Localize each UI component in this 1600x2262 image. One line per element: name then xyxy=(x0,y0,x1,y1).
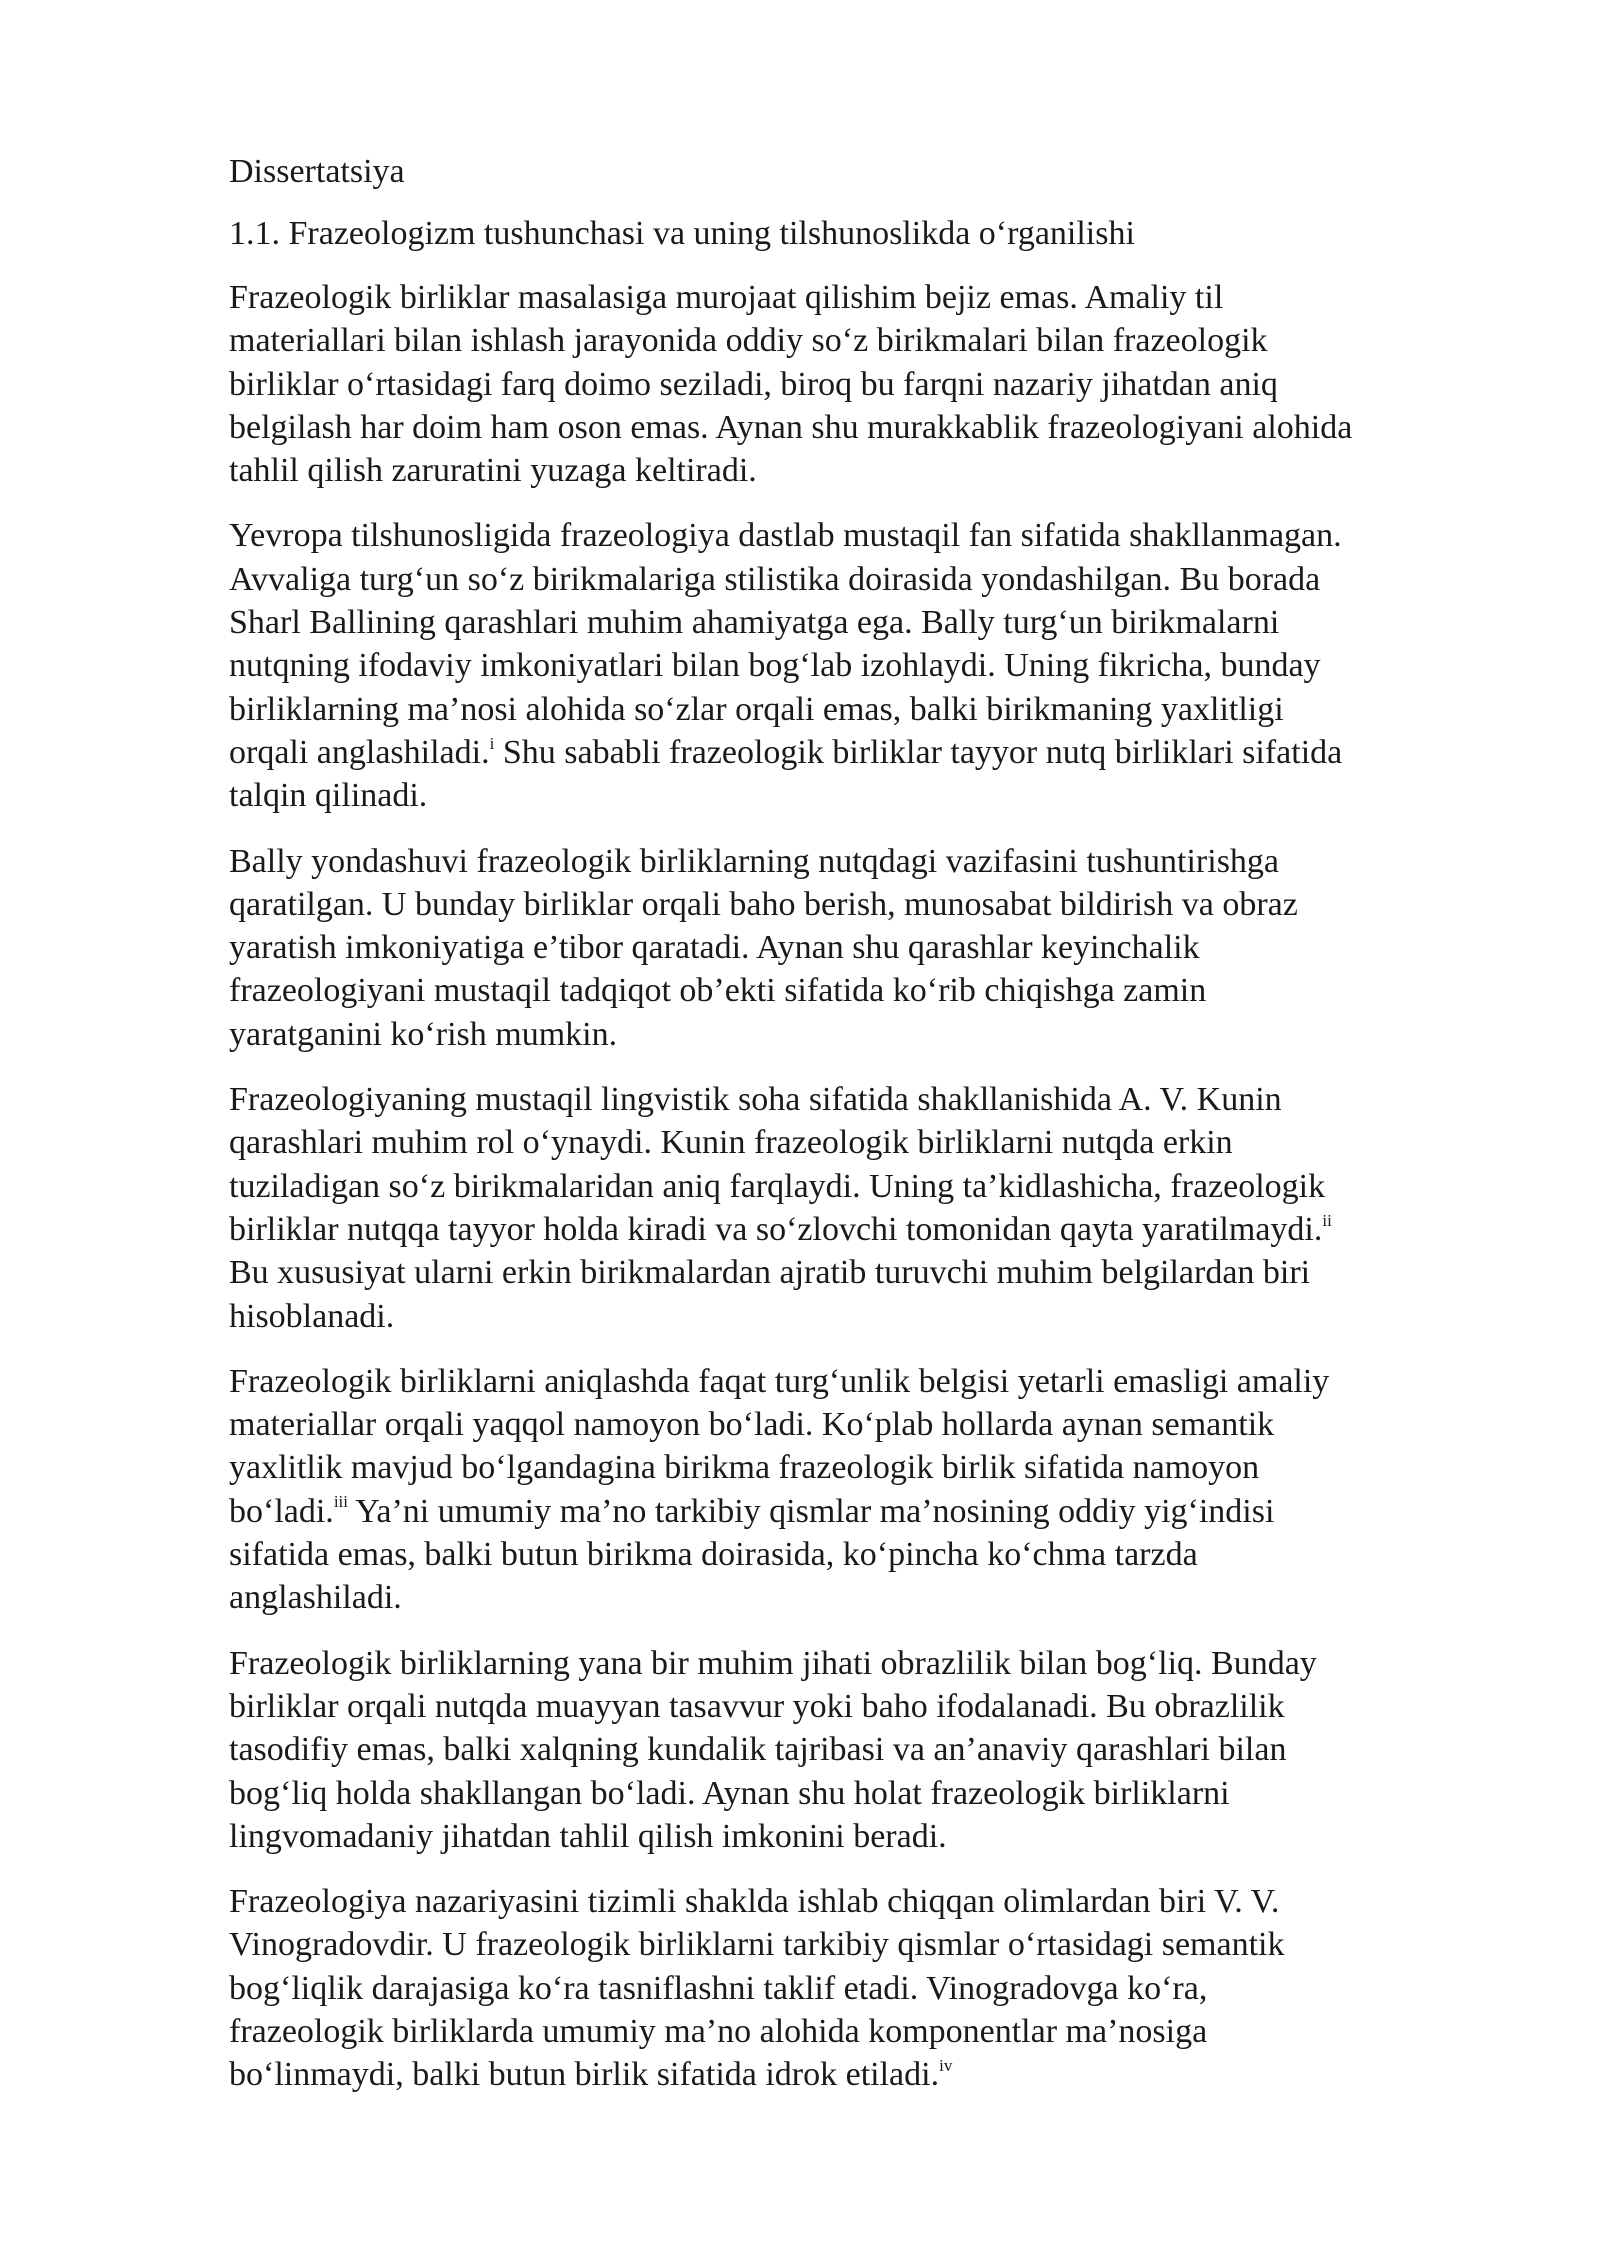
text-line xyxy=(229,731,1500,774)
text-segment: tuziladigan so‘z birikmalaridan aniq farqlaydi. Uning ta’kidlashicha, frazeologik xyxy=(229,1167,1326,1205)
text-segment: Sharl Ballining qarashlari muhim ahamiyatga ega. Bally turg‘un birikmalarni xyxy=(229,604,1280,642)
paragraph xyxy=(229,1642,1500,1858)
text-line xyxy=(229,1360,1500,1403)
text-line xyxy=(229,883,1500,926)
text-line xyxy=(229,644,1500,687)
text-line xyxy=(229,1121,1500,1164)
text-line xyxy=(229,1642,1500,1685)
text-line xyxy=(229,1728,1500,1771)
text-line xyxy=(229,406,1500,449)
text-line xyxy=(229,1815,1500,1858)
footnote-marker[interactable]: i xyxy=(489,733,495,753)
text-segment: anglashiladi. xyxy=(229,1579,402,1617)
text-line xyxy=(229,1403,1500,1446)
text-segment: yaratish imkoniyatiga e’tibor qaratadi. Aynan shu qarashlar keyinchalik xyxy=(229,929,1200,967)
text-segment: lingvomadaniy jihatdan tahlil qilish imkonini beradi. xyxy=(229,1817,947,1855)
text-segment: Bu xususiyat ularni erkin birikmalardan ajratib turuvchi muhim belgilardan biri xyxy=(229,1254,1311,1292)
text-line xyxy=(229,1533,1500,1576)
text-segment: talqin qilinadi. xyxy=(229,777,428,815)
text-segment: bo‘linmaydi, balki butun birlik sifatida idrok etiladi. xyxy=(229,2056,940,2094)
text-segment: Bally yondashuvi frazeologik birliklarning nutqdagi vazifasini tushuntirishga xyxy=(229,842,1280,880)
text-segment: birliklarning ma’nosi alohida so‘zlar orqali emas, balki birikmaning yaxlitligi xyxy=(229,690,1284,728)
text-segment: frazeologiyani mustaqil tadqiqot ob’ekti sifatida ko‘rib chiqishga zamin xyxy=(229,972,1207,1010)
text-line xyxy=(229,840,1500,883)
text-line xyxy=(229,1165,1500,1208)
text-line xyxy=(229,1685,1500,1728)
paragraph xyxy=(229,840,1500,1056)
text-segment: Shu sababli frazeologik birliklar tayyor nutq birliklari sifatida xyxy=(494,733,1343,771)
text-line xyxy=(229,1251,1500,1294)
text-segment: Yevropa tilshunosligida frazeologiya dastlab mustaqil fan sifatida shakllanmagan. xyxy=(229,517,1342,555)
paragraph xyxy=(229,276,1500,492)
text-segment: belgilash har doim ham oson emas. Aynan shu murakkablik frazeologiyani alohida xyxy=(229,408,1353,446)
text-line xyxy=(229,1078,1500,1121)
text-segment: Frazeologik birliklarni aniqlashda faqat turg‘unlik belgisi yetarli emasligi amaliy xyxy=(229,1362,1330,1400)
text-line xyxy=(229,1013,1500,1056)
text-line xyxy=(229,514,1500,557)
footnote-marker[interactable]: iii xyxy=(333,1492,348,1512)
text-line xyxy=(229,969,1500,1012)
text-line xyxy=(229,1923,1500,1966)
text-line xyxy=(229,1576,1500,1619)
text-segment: Avvaliga turg‘un so‘z birikmalariga stilistika doirasida yondashilgan. Bu borada xyxy=(229,560,1321,598)
document-title: Dissertatsiya xyxy=(229,153,405,190)
text-line xyxy=(229,276,1500,319)
text-segment: sifatida emas, balki butun birikma doirasida, ko‘pincha ko‘chma tarzda xyxy=(229,1536,1198,1574)
text-line xyxy=(229,1880,1500,1923)
text-line xyxy=(229,319,1500,362)
paragraph xyxy=(229,514,1500,817)
text-segment: yaxlitlik mavjud bo‘lgandagina birikma frazeologik birlik sifatida namoyon xyxy=(229,1449,1260,1487)
text-segment: tahlil qilish zaruratini yuzaga keltiradi. xyxy=(229,452,757,490)
text-segment: nutqning ifodaviy imkoniyatlari bilan bog‘lab izohlaydi. Uning fikricha, bunday xyxy=(229,647,1321,685)
text-segment: Frazeologiya nazariyasini tizimli shaklda ishlab chiqqan olimlardan biri V. V. xyxy=(229,1883,1280,1921)
text-line xyxy=(229,926,1500,969)
text-segment: qarashlari muhim rol o‘ynaydi. Kunin frazeologik birliklarni nutqda erkin xyxy=(229,1124,1233,1162)
section-heading: 1.1. Frazeologizm tushunchasi va uning tilshunoslikda o‘rganilishi xyxy=(229,215,1135,252)
text-segment: bo‘ladi. xyxy=(229,1492,334,1530)
text-segment: birliklar o‘rtasidagi farq doimo seziladi, biroq bu farqni nazariy jihatdan aniq xyxy=(229,365,1278,403)
text-segment: yaratganini ko‘rish mumkin. xyxy=(229,1015,618,1053)
text-segment: materiallari bilan ishlash jarayonida oddiy so‘z birikmalari bilan frazeologik xyxy=(229,322,1268,360)
text-segment: tasodifiy emas, balki xalqning kundalik tajribasi va an’anaviy qarashlari bilan xyxy=(229,1731,1287,1769)
text-segment: birliklar orqali nutqda muayyan tasavvur yoki baho ifodalanadi. Bu obrazlilik xyxy=(229,1687,1285,1725)
text-segment: qaratilgan. U bunday birliklar orqali baho berish, munosabat bildirish va obraz xyxy=(229,885,1298,923)
text-line xyxy=(229,1772,1500,1815)
text-segment: Ya’ni umumiy ma’no tarkibiy qismlar ma’nosining oddiy yig‘indisi xyxy=(347,1492,1275,1530)
text-segment: Frazeologik birliklar masalasiga murojaat qilishim bejiz emas. Amaliy til xyxy=(229,279,1224,316)
text-segment: birliklar nutqqa tayyor holda kiradi va so‘zlovchi tomonidan qayta yaratilmaydi. xyxy=(229,1210,1323,1248)
text-line xyxy=(229,1295,1500,1338)
text-segment: Frazeologik birliklarning yana bir muhim jihati obrazlilik bilan bog‘liq. Bunday xyxy=(229,1644,1317,1682)
text-segment: frazeologik birliklarda umumiy ma’no alohida komponentlar ma’nosiga xyxy=(229,2012,1208,2050)
text-line xyxy=(229,449,1500,492)
paragraph xyxy=(229,1880,1500,2096)
document-body xyxy=(229,276,1500,2097)
footnote-marker[interactable]: ii xyxy=(1322,1210,1332,1230)
text-line xyxy=(229,363,1500,406)
text-segment: orqali anglashiladi. xyxy=(229,733,490,771)
paragraph xyxy=(229,1360,1500,1620)
text-line xyxy=(229,2010,1500,2053)
footnote-marker[interactable]: iv xyxy=(939,2055,953,2075)
text-line xyxy=(229,1446,1500,1489)
text-line xyxy=(229,1490,1500,1533)
text-line xyxy=(229,2053,1500,2096)
text-line xyxy=(229,1208,1500,1251)
text-line xyxy=(229,774,1500,817)
text-segment: materiallar orqali yaqqol namoyon bo‘ladi. Ko‘plab hollarda aynan semantik xyxy=(229,1406,1275,1444)
text-line xyxy=(229,1967,1500,2010)
text-segment: bog‘liqlik darajasiga ko‘ra tasniflashni taklif etadi. Vinogradovga ko‘ra, xyxy=(229,1969,1208,2007)
text-segment: hisoblanadi. xyxy=(229,1297,395,1335)
text-line xyxy=(229,558,1500,601)
text-line xyxy=(229,601,1500,644)
text-segment: bog‘liq holda shakllangan bo‘ladi. Aynan shu holat frazeologik birliklarni xyxy=(229,1774,1230,1812)
text-segment: Frazeologiyaning mustaqil lingvistik soha sifatida shakllanishida A. V. Kunin xyxy=(229,1081,1282,1119)
text-line xyxy=(229,688,1500,731)
paragraph xyxy=(229,1078,1500,1338)
text-segment: Vinogradovdir. U frazeologik birliklarni tarkibiy qismlar o‘rtasidagi semantik xyxy=(229,1926,1285,1964)
